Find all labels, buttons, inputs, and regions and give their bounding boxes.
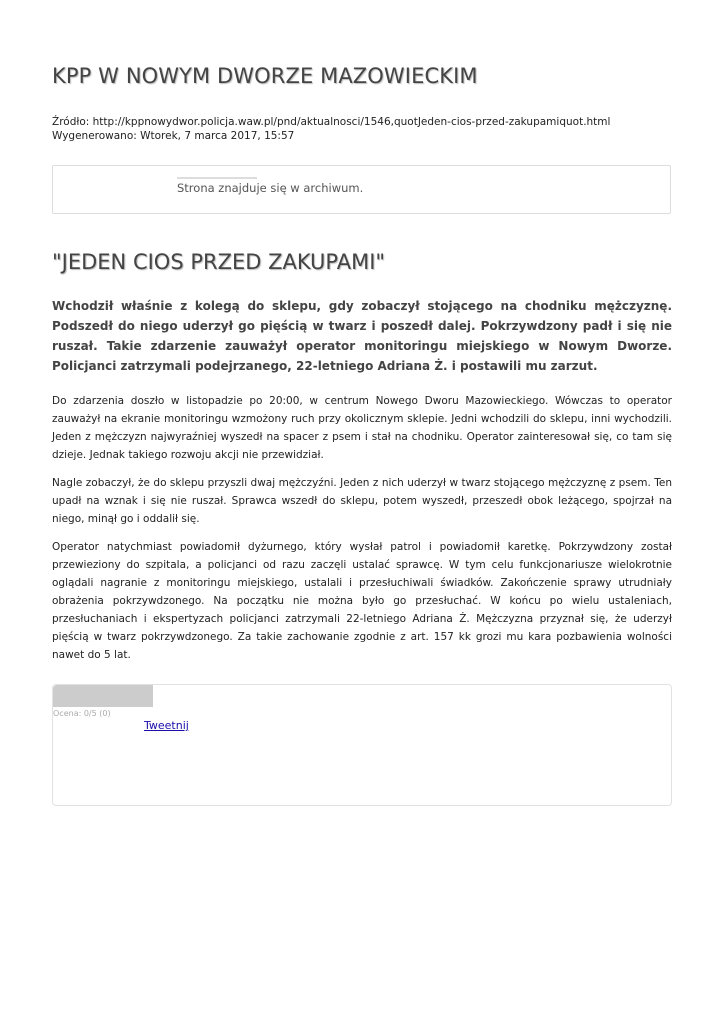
article-paragraph: Nagle zobaczył, że do sklepu przyszli dwaj mężczyźni. Jeden z nich uderzył w twarz stojącego mężczyznę z psem. Ten upadł na wznak i się nie ruszał. Sprawca wszedł do sklepu, potem wyszedł, przeszedł obok leżącego, spojrzał na niego, minął go i oddalił się. — [52, 477, 672, 525]
tweet-link[interactable]: Tweetnij — [144, 719, 189, 732]
article-paragraph: Do zdarzenia doszło w listopadzie po 20:00, w centrum Nowego Dworu Mazowieckiego. Wówczas to operator zauważył na ekranie monitoringu wzmożony ruch przy okolicznym sklepie. Jedni wchodzili do sklepu, inni wychodzili. Jeden z mężczyzn najwyraźniej wyszedł na spacer z psem i stał na chodniku. Operator zainteresował się, co tam się dzieje. Jednak takiego rozwoju akcji nie przewidział. — [52, 395, 672, 461]
article-title: "JEDEN CIOS PRZED ZAKUPAMI" — [52, 250, 386, 274]
archive-notice-box — [52, 165, 671, 214]
article-paragraph: Operator natychmiast powiadomił dyżurnego, który wysłał patrol i powiadomił karetkę. Pokrzywdzony został przewieziony do szpitala, a policjanci od razu zaczęli ustalać sprawcę. W tym celu funkcjonariusze wielokrotnie oglądali nagranie z monitoringu miejskiego, ustalali i przesłuchiwali świadków. Zakończenie sprawy utrudniały obrażenia pokrzywdzonego. Na początku nie można było go przesłuchać. W końcu po wielu ustaleniach, przesłuchaniach i ekspertyzach policjanci zatrzymali 22-letniego Adriana Ż. Mężczyzna przyznał się, że uderzył pięścią w twarz pokrzywdzonego. Za takie zachowanie zgodnie z art. 157 kk grozi mu kara pozbawienia wolności nawet do 5 lat. — [52, 541, 672, 661]
site-title: KPP W NOWYM DWORZE MAZOWIECKIM — [52, 64, 478, 88]
rating-stars-bar[interactable] — [53, 685, 153, 707]
generated-date: Wygenerowano: Wtorek, 7 marca 2017, 15:57 — [52, 130, 295, 142]
article-lead: Wchodził właśnie z kolegą do sklepu, gdy zobaczył stojącego na chodniku mężczyznę. Podszedł do niego uderzył go pięścią w twarz i poszedł dalej. Pokrzywdzony padł i się nie ruszał. Takie zdarzenie zauważył operator monitoringu miejskiego w Nowym Dworze. Policjanci zatrzymali podejrzanego, 22-letniego Adriana Ż. i postawili mu zarzut. — [52, 299, 672, 373]
rating-box — [52, 684, 672, 806]
archive-divider — [177, 177, 257, 179]
source-url: Źródło: http://kppnowydwor.policja.waw.pl/pnd/aktualnosci/1546,quotJeden-cios-przed-zakupamiquot.html — [52, 116, 611, 128]
document-meta — [52, 115, 610, 143]
rating-text: Ocena: 0/5 (0) — [53, 709, 111, 718]
archive-notice-text: Strona znajduje się w archiwum. — [177, 181, 364, 195]
